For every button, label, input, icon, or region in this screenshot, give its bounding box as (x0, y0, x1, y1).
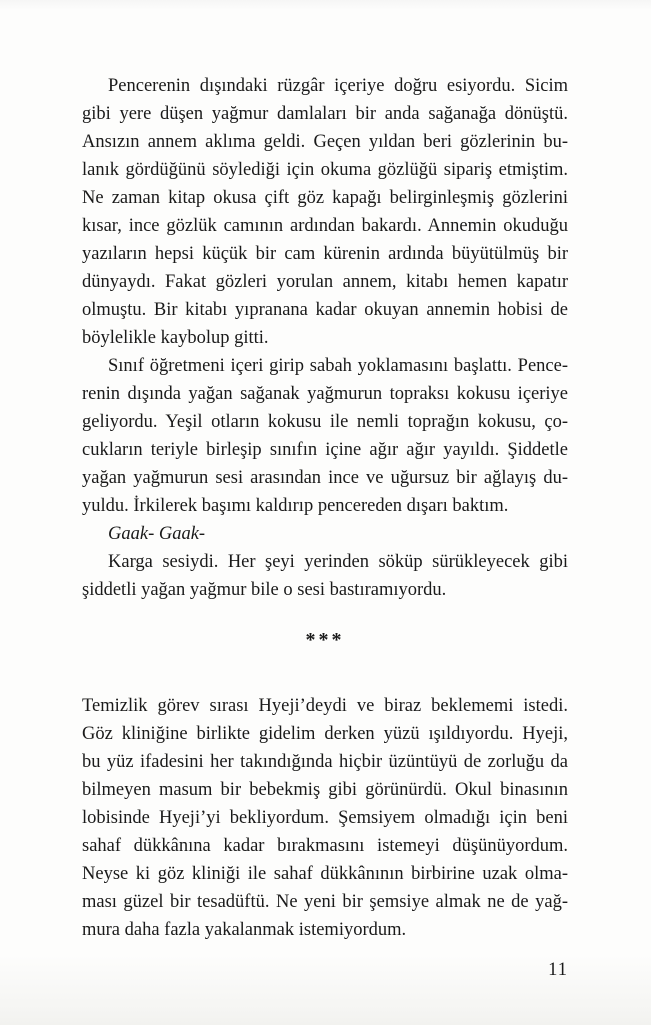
text-line: Sınıf öğretmeni içeri girip sabah yoklamasını başlattı. Pence- (108, 356, 568, 376)
text-line: olmuştu. Bir kitabı yıpranana kadar okuyan annemin hobisi de (82, 300, 568, 320)
text-line: lanık gördüğünü söylediği için okuma gözlüğü sipariş etmiştim. (82, 160, 568, 180)
paragraph (82, 548, 568, 604)
text-line: geliyordu. Yeşil otların kokusu ile nemli toprağın kokusu, ço- (82, 412, 568, 432)
text-line: bilmeyen masum bir bebekmiş gibi görünürdü. Okul binasının (82, 780, 568, 800)
text-line: mura daha fazla yakalanmak istemiyordum. (82, 920, 407, 940)
text-line: sahaf dükkânına kadar bırakmasını istemeyi düşünüyordum. (82, 836, 568, 856)
page-number: 11 (548, 960, 568, 980)
text-line: böylelikle kaybolup gitti. (82, 328, 269, 348)
text-line: cukların teriyle birleşip sınıfın içine ağır ağır yayıldı. Şiddetle (82, 440, 568, 460)
page-footer (82, 956, 568, 985)
text-line: Karga sesiydi. Her şeyi yerinden söküp sürükleyecek gibi (108, 552, 568, 572)
text-line: Ansızın annem aklıma geldi. Geçen yıldan beri gözlerinin bu- (82, 132, 568, 152)
text-line: Göz kliniğine birlikte gidelim derken yüzü ışıldıyordu. Hyeji, (82, 724, 568, 744)
text-line: ması güzel bir tesadüftü. Ne yeni bir şemsiye almak ne de yağ- (82, 892, 568, 912)
text-line: bu yüz ifadesini her takındığında hiçbir üzüntüyü de zorluğu da (82, 752, 568, 772)
text-line: yağan yağmurun sesi arasından ince ve uğursuz bir ağlayış du- (82, 468, 568, 488)
text-line: Neyse ki göz kliniği ile sahaf dükkânının birbirine uzak olma- (82, 864, 568, 884)
text-line: Temizlik görev sırası Hyeji’deydi ve biraz beklememi istedi. (82, 696, 568, 716)
text-line: renin dışında yağan sağanak yağmurun topraksı kokusu içeriye (82, 384, 568, 404)
text-line: yazıların hepsi küçük bir cam kürenin ardında büyütülmüş bir (82, 244, 568, 264)
text-line: lobisinde Hyeji’yi bekliyordum. Şemsiyem olmadığı için beni (82, 808, 568, 828)
text-line: kısar, ince gözlük camının ardından bakardı. Annemin okuduğu (82, 216, 568, 236)
text-line: Gaak- Gaak- (108, 524, 206, 544)
text-line: gibi yere düşen yağmur damlaları bir anda sağanağa dönüştü. (82, 104, 568, 124)
text-line: yuldu. İrkilerek başımı kaldırıp pencereden dışarı baktım. (82, 496, 509, 516)
page-text-block (82, 72, 568, 944)
paragraph (82, 520, 568, 548)
paragraph (82, 352, 568, 520)
text-line: şiddetli yağan yağmur bile o sesi bastıramıyordu. (82, 580, 447, 600)
paragraph (82, 72, 568, 352)
section-separator: *** (305, 629, 345, 651)
text-line: dünyaydı. Fakat gözleri yorulan annem, kitabı hemen kapatır (82, 272, 568, 292)
paragraph (82, 692, 568, 944)
text-line: Ne zaman kitap okusa çift göz kapağı belirginleşmiş gözlerini (82, 188, 568, 208)
text-line: Pencerenin dışındaki rüzgâr içeriye doğru esiyordu. Sicim (108, 76, 568, 96)
